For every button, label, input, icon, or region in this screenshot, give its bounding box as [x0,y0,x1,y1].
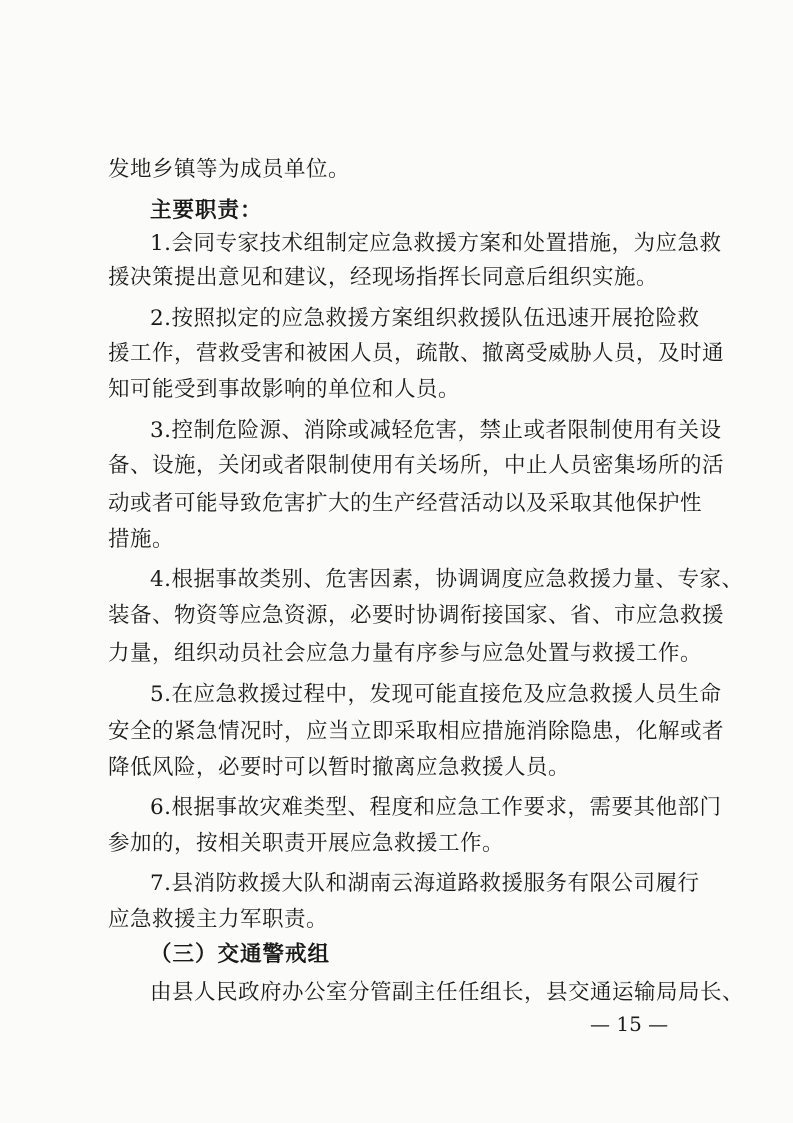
paragraph-line: 措施。 [108,527,175,552]
paragraph-line: 6.根据事故灾难类型、程度和应急工作要求，需要其他部门 [150,795,722,820]
page-number: — 15 — [590,1012,669,1036]
paragraph-line: 3.控制危险源、消除或减轻危害，禁止或者限制使用有关设 [150,418,722,443]
paragraph-line: 装备、物资等应急资源，必要时协调衔接国家、省、市应急救援 [108,603,725,628]
paragraph-line: 备、设施，关闭或者限制使用有关场所，中止人员密集场所的活 [108,453,725,478]
paragraph-line: 力量，组织动员社会应急力量有序参与应急处置与救援工作。 [108,641,703,666]
paragraph-line: 援工作，营救受害和被困人员，疏散、撤离受威胁人员，及时通 [108,341,725,366]
paragraph-line: 知可能受到事故影响的单位和人员。 [108,377,461,402]
section-heading: （三）交通警戒组 [150,942,331,967]
section-subheading: 主要职责： [150,198,263,223]
paragraph-line: 降低风险，必要时可以暂时撤离应急救援人员。 [108,755,571,780]
paragraph-line: 安全的紧急情况时，应当立即采取相应措施消除隐患，化解或者 [108,719,725,744]
paragraph-line: 2.按照拟定的应急救援方案组织救援队伍迅速开展抢险救 [150,306,700,331]
paragraph-line: 1.会同专家技术组制定应急救援方案和处置措施，为应急救 [150,231,722,256]
paragraph-line: 发地乡镇等为成员单位。 [108,157,351,182]
paragraph-line: 动或者可能导致危害扩大的生产经营活动以及采取其他保护性 [108,491,703,516]
paragraph-line: 5.在应急救援过程中，发现可能直接危及应急救援人员生命 [150,682,722,707]
paragraph-line: 应急救援主力军职责。 [108,907,329,932]
paragraph-line: 4.根据事故类别、危害因素，协调调度应急救援力量、专家、 [150,567,744,592]
paragraph-line: 参加的，按相关职责开展应急救援工作。 [108,831,505,856]
paragraph-line: 7.县消防救援大队和湖南云海道路救援服务有限公司履行 [150,871,700,896]
paragraph-line: 援决策提出意见和建议，经现场指挥长同意后组织实施。 [108,265,659,290]
paragraph-line: 由县人民政府办公室分管副主任任组长，县交通运输局局长、 [150,980,745,1005]
